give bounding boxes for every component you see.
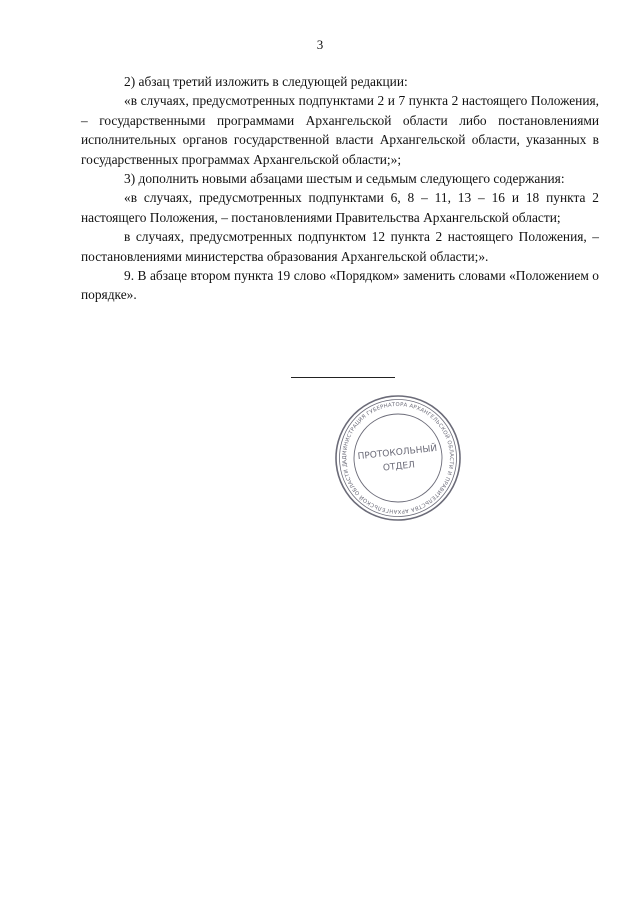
official-seal-stamp	[333, 393, 463, 523]
seal-center-line-1: ПРОТОКОЛЬНЫЙ	[357, 443, 438, 463]
seal-ring-textpath: АДМИНИСТРАЦИЯ ГУБЕРНАТОРА АРХАНГЕЛЬСКОЙ ОБЛАСТИ И ПРАВИТЕЛЬСТВА АРХАНГЕЛЬСКОЙ ОБЛАСТИ ДЕПАРТАМЕНТ	[341, 401, 455, 515]
paragraph-quoted-abzac-7: в случаях, предусмотренных подпунктом 12 пункта 2 настоящего Положения, – постановлениями министерства образования Архангельской области;».	[81, 229, 599, 264]
paragraph-item-2: 2) абзац третий изложить в следующей редакции:	[124, 74, 408, 89]
paragraph-point-9: 9. В абзаце втором пункта 19 слово «Порядком» заменить словами «Положением о порядке».	[81, 268, 599, 303]
seal-outer-ring	[333, 393, 463, 523]
paragraph-quoted-abzac-3: «в случаях, предусмотренных подпунктами 2 и 7 пункта 2 настоящего Положения, – государственными программами Архангельской области либо постановлениями исполнительных органов государственной власти Архангельской области, указанных в государственных программах Архангельской области;»;	[81, 93, 599, 167]
seal-inner-ring	[334, 394, 463, 523]
page-number: 3	[316, 37, 324, 52]
seal-center-line-2: ОТДЕЛ	[382, 460, 416, 474]
seal-graphic	[333, 393, 463, 523]
paragraph-item-3: 3) дополнить новыми абзацами шестым и седьмым следующего содержания:	[124, 171, 565, 187]
paragraph-quoted-abzac-6: «в случаях, предусмотренных подпунктами 6, 8 – 11, 13 – 16 и 18 пункта 2 настоящего Положения, – постановлениями Правительства Архангельской области;	[81, 190, 599, 225]
document-body	[81, 72, 599, 305]
end-divider-line	[291, 377, 395, 378]
